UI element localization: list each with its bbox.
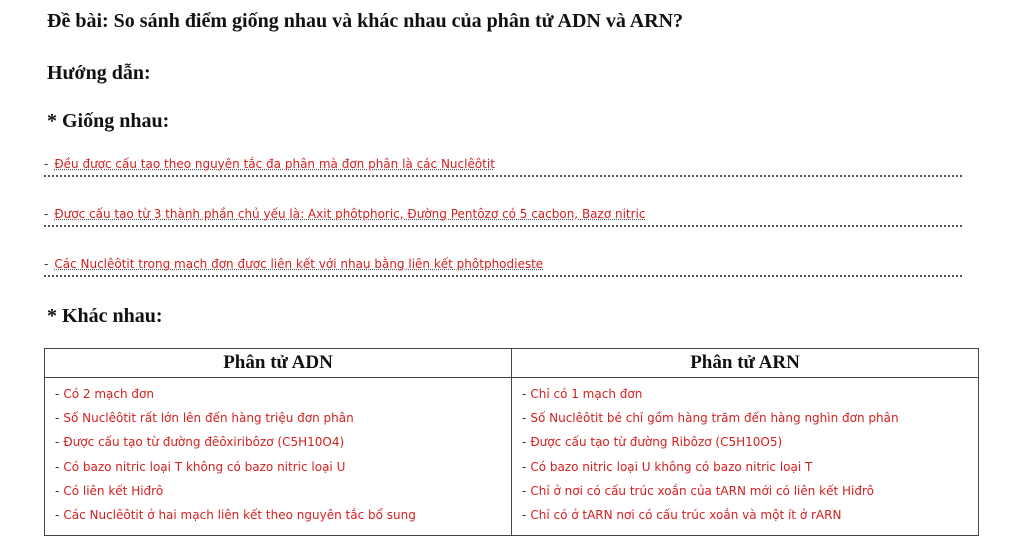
arn-item: Số Nuclêôtit bé chỉ gồm hàng trăm đến hàng nghìn đơn phân: [530, 411, 899, 426]
page-title: Đề bài: So sánh điểm giống nhau và khác nhau của phân tử ADN và ARN?: [47, 10, 684, 32]
column-header-adn: Phân tử ADN: [45, 349, 512, 378]
adn-item: Có liên kết Hiđrô: [63, 483, 164, 498]
arn-item: Có bazo nitric loại U không có bazo nitric loại T: [530, 459, 813, 474]
comparison-table: [44, 348, 979, 536]
similar-item-text: Các Nuclêôtit trong mạch đơn được liên kết với nhau bằng liên kết phôtphodieste: [54, 257, 544, 271]
table-row: - Số Nuclêôtit rất lớn lên đến hàng triệu đơn phân: [55, 411, 354, 426]
table-row: - Có 2 mạch đơn: [55, 387, 154, 401]
guide-heading: Hướng dẫn:: [47, 62, 151, 84]
table-row: - Có liên kết Hiđrô: [55, 483, 164, 498]
arn-item: Được cấu tạo từ đường Ribôzơ (C5H10O5): [530, 435, 783, 450]
arn-cell: [512, 378, 979, 536]
adn-cell: [45, 378, 512, 536]
adn-item: Các Nuclêôtit ở hai mạch liên kết theo nguyên tắc bổ sung: [63, 507, 416, 522]
adn-item: Có bazo nitric loại T không có bazo nitric loại U: [63, 459, 346, 474]
table-row: - Có bazo nitric loại T không có bazo nitric loại U: [55, 459, 346, 474]
arn-item: Chỉ có 1 mạch đơn: [530, 387, 643, 401]
table-row: - Các Nuclêôtit ở hai mạch liên kết theo nguyên tắc bổ sung: [55, 507, 416, 522]
table-row: - Số Nuclêôtit bé chỉ gồm hàng trăm đến hàng nghìn đơn phân: [522, 411, 899, 426]
similar-heading: * Giống nhau:: [47, 110, 170, 132]
table-row: - Có bazo nitric loại U không có bazo nitric loại T: [522, 459, 813, 474]
adn-item: Số Nuclêôtit rất lớn lên đến hàng triệu đơn phân: [63, 411, 354, 426]
column-header-arn: Phân tử ARN: [512, 349, 979, 378]
similar-item: [44, 157, 962, 177]
different-heading: * Khác nhau:: [47, 305, 163, 327]
bullet-dash: -: [44, 257, 49, 271]
adn-item: Được cấu tạo từ đường đêôxiribôzơ (C5H10O4): [63, 435, 345, 450]
similar-item: [44, 207, 962, 227]
arn-item: Chỉ có ở tARN nơi có cấu trúc xoắn và một ít ở rARN: [530, 507, 842, 522]
table-row: - Chỉ có 1 mạch đơn: [522, 387, 643, 401]
table-row: - Được cấu tạo từ đường Ribôzơ (C5H10O5): [522, 435, 783, 450]
similar-item-text: Được cấu tạo từ 3 thành phần chủ yếu là: Axit phôtphoric, Đường Pentôzơ có 5 cacbon, Bazơ nitric: [54, 207, 646, 221]
adn-item: Có 2 mạch đơn: [63, 387, 154, 401]
arn-item: Chỉ ở nơi có cấu trúc xoắn của tARN mới có liên kết Hiđrô: [530, 483, 875, 498]
bullet-dash: -: [44, 207, 49, 221]
similar-item: [44, 257, 962, 277]
bullet-dash: -: [44, 157, 49, 171]
table-row: - Được cấu tạo từ đường đêôxiribôzơ (C5H10O4): [55, 435, 345, 450]
table-row: - Chỉ có ở tARN nơi có cấu trúc xoắn và một ít ở rARN: [522, 507, 842, 522]
table-row: - Chỉ ở nơi có cấu trúc xoắn của tARN mới có liên kết Hiđrô: [522, 483, 875, 498]
similar-item-text: Đều được cấu tạo theo nguyên tắc đa phân mà đơn phân là các Nuclêôtit: [54, 157, 495, 171]
